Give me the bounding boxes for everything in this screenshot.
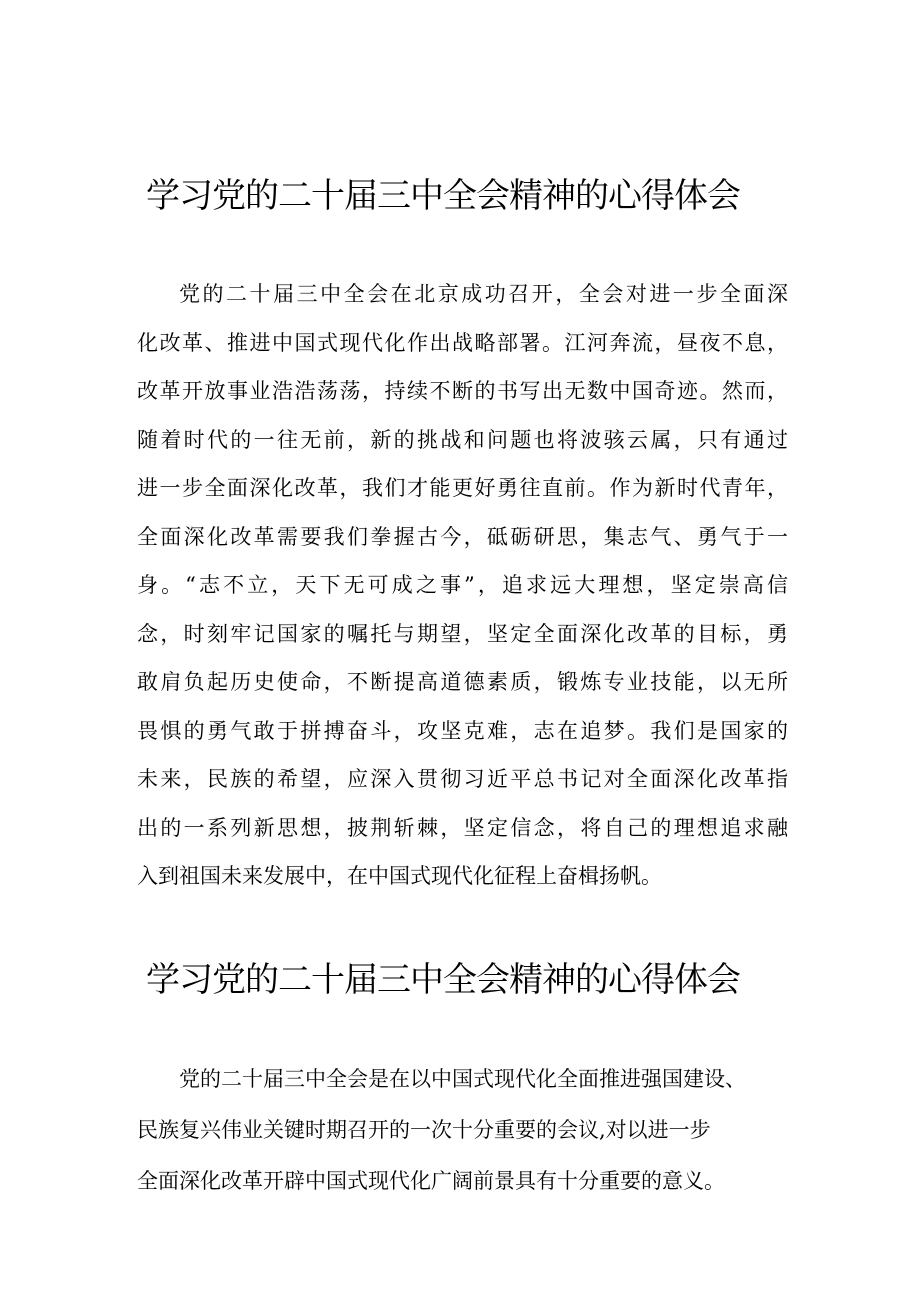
body-line: 全面深化改革需要我们拳握古今，砥砺研思，集志气、勇气于一 — [137, 524, 788, 549]
body-line: 化改革、推进中国式现代化作出战略部署。江河奔流，昼夜不息， — [137, 330, 788, 355]
body-line: 全面深化改革开辟中国式现代化广阔前景具有十分重要的意义。 — [137, 1169, 725, 1193]
body-line: 随着时代的一往无前，新的挑战和问题也将波骇云属，只有通过 — [137, 427, 788, 452]
body-line: 党的二十届三中全会是在以中国式现代化全面推进强国建设、 — [179, 1067, 746, 1091]
article-title-1: 学习党的二十届三中全会精神的心得体会 — [146, 176, 740, 216]
body-line: 身。“志不立，天下无可成之事”，追求远大理想，坚定崇高信 — [137, 573, 788, 597]
body-line: 党的二十届三中全会在北京成功召开，全会对进一步全面深 — [179, 282, 788, 306]
body-line: 改革开放事业浩浩荡荡，持续不断的书写出无数中国奇迹。然而， — [137, 379, 788, 403]
article-title-2: 学习党的二十届三中全会精神的心得体会 — [146, 960, 740, 1000]
body-line: 民族复兴伟业关键时期召开的一次十分重要的会议,对以进一步 — [137, 1118, 711, 1142]
body-line: 敢肩负起历史使命，不断提高道德素质，锻炼专业技能，以无所 — [137, 670, 788, 694]
article-body-1 — [137, 270, 788, 901]
body-line: 念，时刻牢记国家的嘱托与期望，坚定全面深化改革的目标，勇 — [137, 621, 788, 646]
body-line: 进一步全面深化改革，我们才能更好勇往直前。作为新时代青年， — [137, 476, 788, 500]
body-line: 未来，民族的希望，应深入贯彻习近平总书记对全面深化改革指 — [137, 767, 788, 791]
body-line: 畏惧的勇气敢于拼搏奋斗，攻坚克难，志在追梦。我们是国家的 — [137, 718, 788, 743]
article-body-2 — [137, 1054, 845, 1207]
body-line: 入到祖国未来发展中，在中国式现代化征程上奋楫扬帆。 — [137, 864, 662, 888]
body-line: 出的一系列新思想，披荆斩棘，坚定信念，将自己的理想追求融 — [137, 815, 788, 840]
